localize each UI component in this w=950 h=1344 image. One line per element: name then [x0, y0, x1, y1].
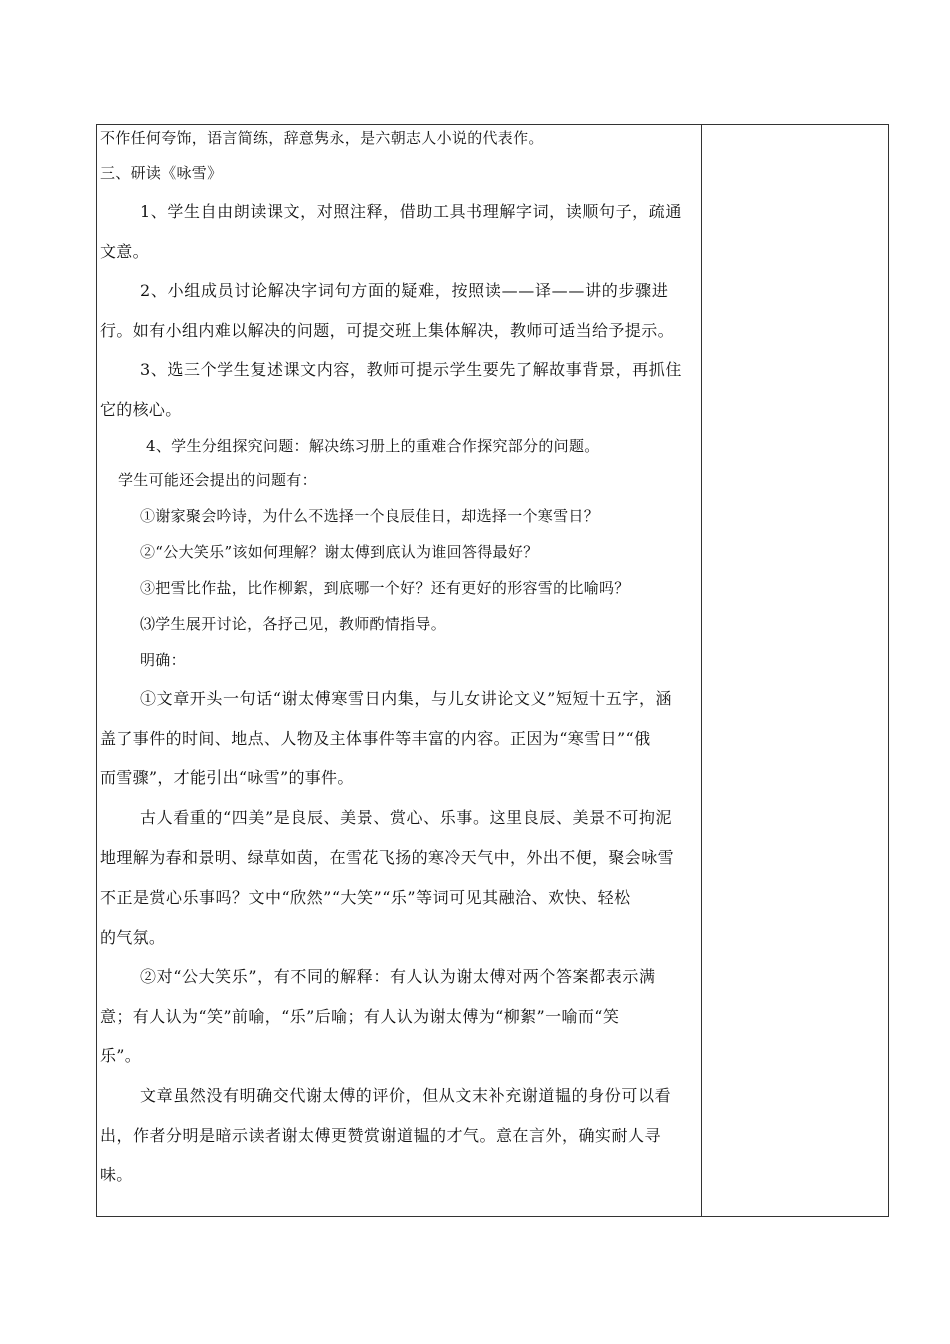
text-line: ①谢家聚会吟诗，为什么不选择一个良辰佳日，却选择一个寒雪日？ — [140, 507, 600, 525]
text-line: 2、小组成员讨论解决字词句方面的疑难，按照读——译——讲的步骤进 — [140, 281, 669, 300]
text-line: 文章虽然没有明确交代谢太傅的评价，但从文末补充谢道韫的身份可以看 — [140, 1086, 672, 1105]
lesson-content-cell — [96, 124, 701, 1217]
text-line: 3、选三个学生复述课文内容，教师可提示学生要先了解故事背景，再抓住 — [140, 360, 682, 379]
text-line: 地理解为春和景明、绿草如茵，在雪花飞扬的寒冷天气中，外出不便，聚会咏雪 — [100, 848, 675, 867]
text-line: ②“公大笑乐”该如何理解？谢太傅到底认为谁回答得最好？ — [140, 543, 539, 561]
section-heading: 三、研读《咏雪》 — [100, 164, 223, 182]
text-line: 文意。 — [100, 242, 149, 261]
text-line: 味。 — [100, 1165, 133, 1184]
text-line: 不正是赏心乐事吗？文中“欣然”“大笑”“乐”等词可见其融洽、欢快、轻松 — [100, 888, 631, 907]
text-line: 学生可能还会提出的问题有： — [118, 471, 317, 489]
text-line: 的气氛。 — [100, 928, 166, 947]
text-line: ①文章开头一句话“谢太傅寒雪日内集，与儿女讲论文义”短短十五字，涵 — [140, 689, 673, 708]
text-line: 而雪骤”，才能引出“咏雪”的事件。 — [100, 768, 354, 787]
text-line: 出，作者分明是暗示读者谢太傅更赞赏谢道韫的才气。意在言外，确实耐人寻 — [100, 1126, 662, 1145]
text-line: ②对“公大笑乐”，有不同的解释：有人认为谢太傅对两个答案都表示满 — [140, 967, 656, 986]
text-line: 行。如有小组内难以解决的问题，可提交班上集体解决，教师可适当给予提示。 — [100, 321, 675, 340]
text-line: 4、学生分组探究问题：解决练习册上的重难合作探究部分的问题。 — [146, 437, 600, 455]
text-line: ③把雪比作盐，比作柳絮，到底哪一个好？还有更好的形容雪的比喻吗？ — [140, 579, 630, 597]
text-line: 明确： — [140, 651, 186, 669]
text-line: 1、学生自由朗读课文，对照注释，借助工具书理解字词，读顺句子，疏通 — [140, 202, 682, 221]
text-line: ⑶学生展开讨论，各抒己见，教师酌情指导。 — [140, 615, 447, 633]
text-line: 它的核心。 — [100, 400, 182, 419]
text-line: 意；有人认为“笑”前喻，“乐”后喻；有人认为谢太傅为“柳絮”一喻而“笑 — [100, 1007, 620, 1026]
text-line: 盖了事件的时间、地点、人物及主体事件等丰富的内容。正因为“寒雪日”“俄 — [100, 729, 651, 748]
notes-column — [702, 124, 889, 1217]
text-line: 乐”。 — [100, 1046, 142, 1065]
text-line: 不作任何夸饰，语言简练，辞意隽永，是六朝志人小说的代表作。 — [100, 129, 544, 147]
text-line: 古人看重的“四美”是良辰、美景、赏心、乐事。这里良辰、美景不可拘泥 — [140, 808, 673, 827]
